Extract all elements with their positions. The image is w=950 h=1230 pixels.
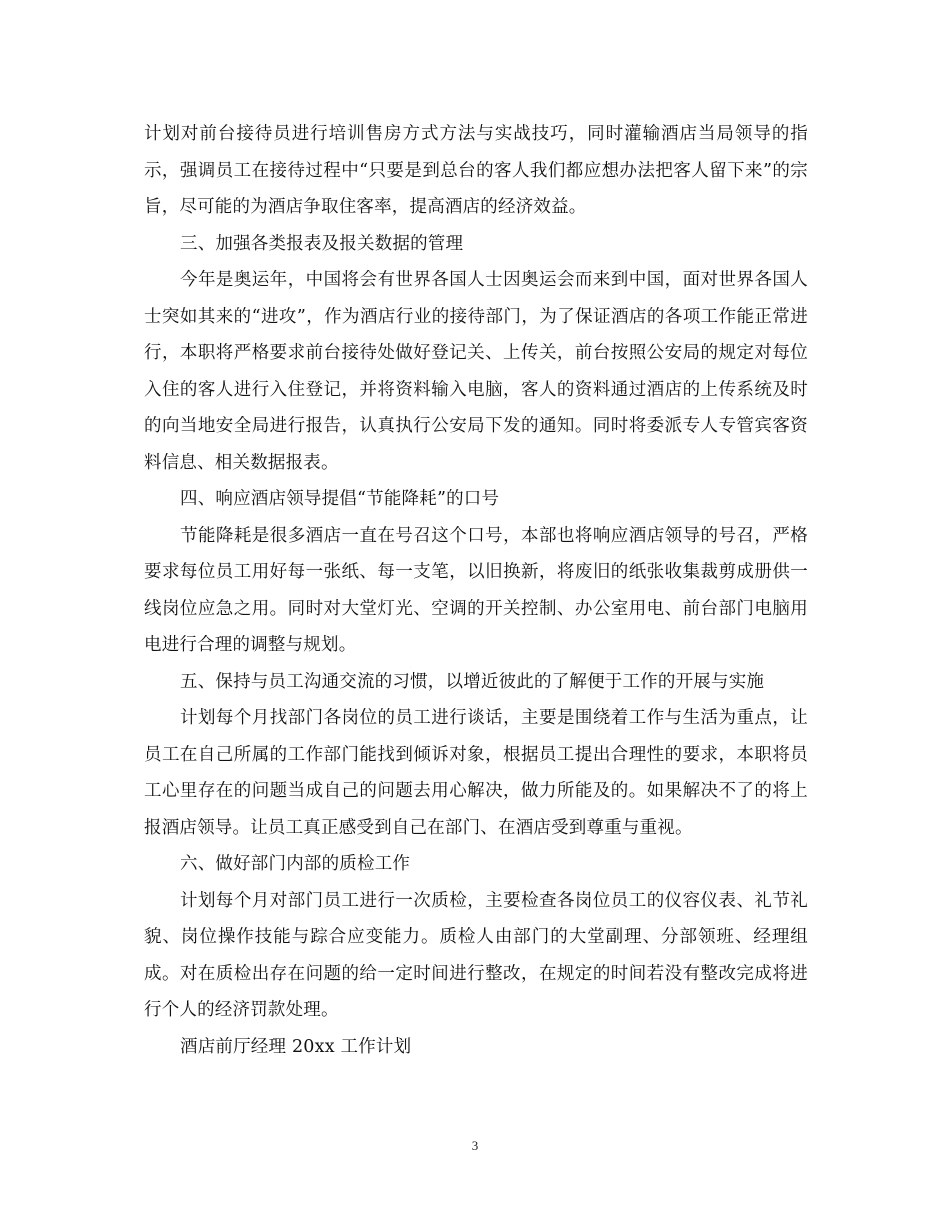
section-heading-energy-saving: 四、响应酒店领导提倡“节能降耗”的口号: [180, 489, 500, 509]
paragraph-energy-saving: 节能降耗是很多酒店一直在号召这个口号，本部也将响应酒店领导的号召，严格要求每位员工用好每一张纸、每一支笔，以旧换新，将废旧的纸张收集裁剪成册供一线岗位应急之用。同时对大堂灯光、空调的开关控制、办公室用电、前台部门电脑用电进行合理的调整与规划。: [144, 525, 808, 655]
document-body: [144, 116, 808, 1065]
page-number: 3: [471, 1138, 479, 1153]
section-heading-communication: 五、保持与员工沟通交流的习惯，以增近彼此的了解便于工作的开展与实施: [180, 671, 765, 692]
section-heading-reports: 三、加强各类报表及报关数据的管理: [180, 233, 464, 254]
closing-title: 酒店前厅经理 20xx 工作计划: [180, 1036, 412, 1057]
section-heading-quality-check: 六、做好部门内部的质检工作: [180, 854, 411, 874]
paragraph-training-plan: 计划对前台接待员进行培训售房方式方法与实战技巧，同时灌输酒店当局领导的指示，强调员工在接待过程中“只要是到总台的客人我们都应想办法把客人留下来”的宗旨，尽可能的为酒店争取住客率，提高酒店的经济效益。: [144, 124, 808, 217]
paragraph-communication: 计划每个月找部门各岗位的员工进行谈话，主要是围绕着工作与生活为重点，让员工在自己所属的工作部门能找到倾诉对象，根据员工提出合理性的要求，本职将员工心里存在的问题当成自己的问题去用心解决，做力所能及的。如果解决不了的将上报酒店领导。让员工真正感受到自己在部门、在酒店受到尊重与重视。: [144, 708, 808, 838]
paragraph-reports: 今年是奥运年，中国将会有世界各国人士因奥运会而来到中国，面对世界各国人士突如其来的“进攻”，作为酒店行业的接待部门，为了保证酒店的各项工作能正常进行，本职将严格要求前台接待处做好登记关、上传关，前台按照公安局的规定对每位入住的客人进行入住登记，并将资料输入电脑，客人的资料通过酒店的上传系统及时的向当地安全局进行报告，认真执行公安局下发的通知。同时将委派专人专管宾客资料信息、相关数据报表。: [144, 270, 808, 473]
paragraph-quality-check: 计划每个月对部门员工进行一次质检，主要检查各岗位员工的仪容仪表、礼节礼貌、岗位操作技能与踪合应变能力。质检人由部门的大堂副理、分部领班、经理组成。对在质检出存在问题的给一定时间进行整改，在规定的时间若没有整改完成将进行个人的经济罚款处理。: [144, 890, 808, 1020]
